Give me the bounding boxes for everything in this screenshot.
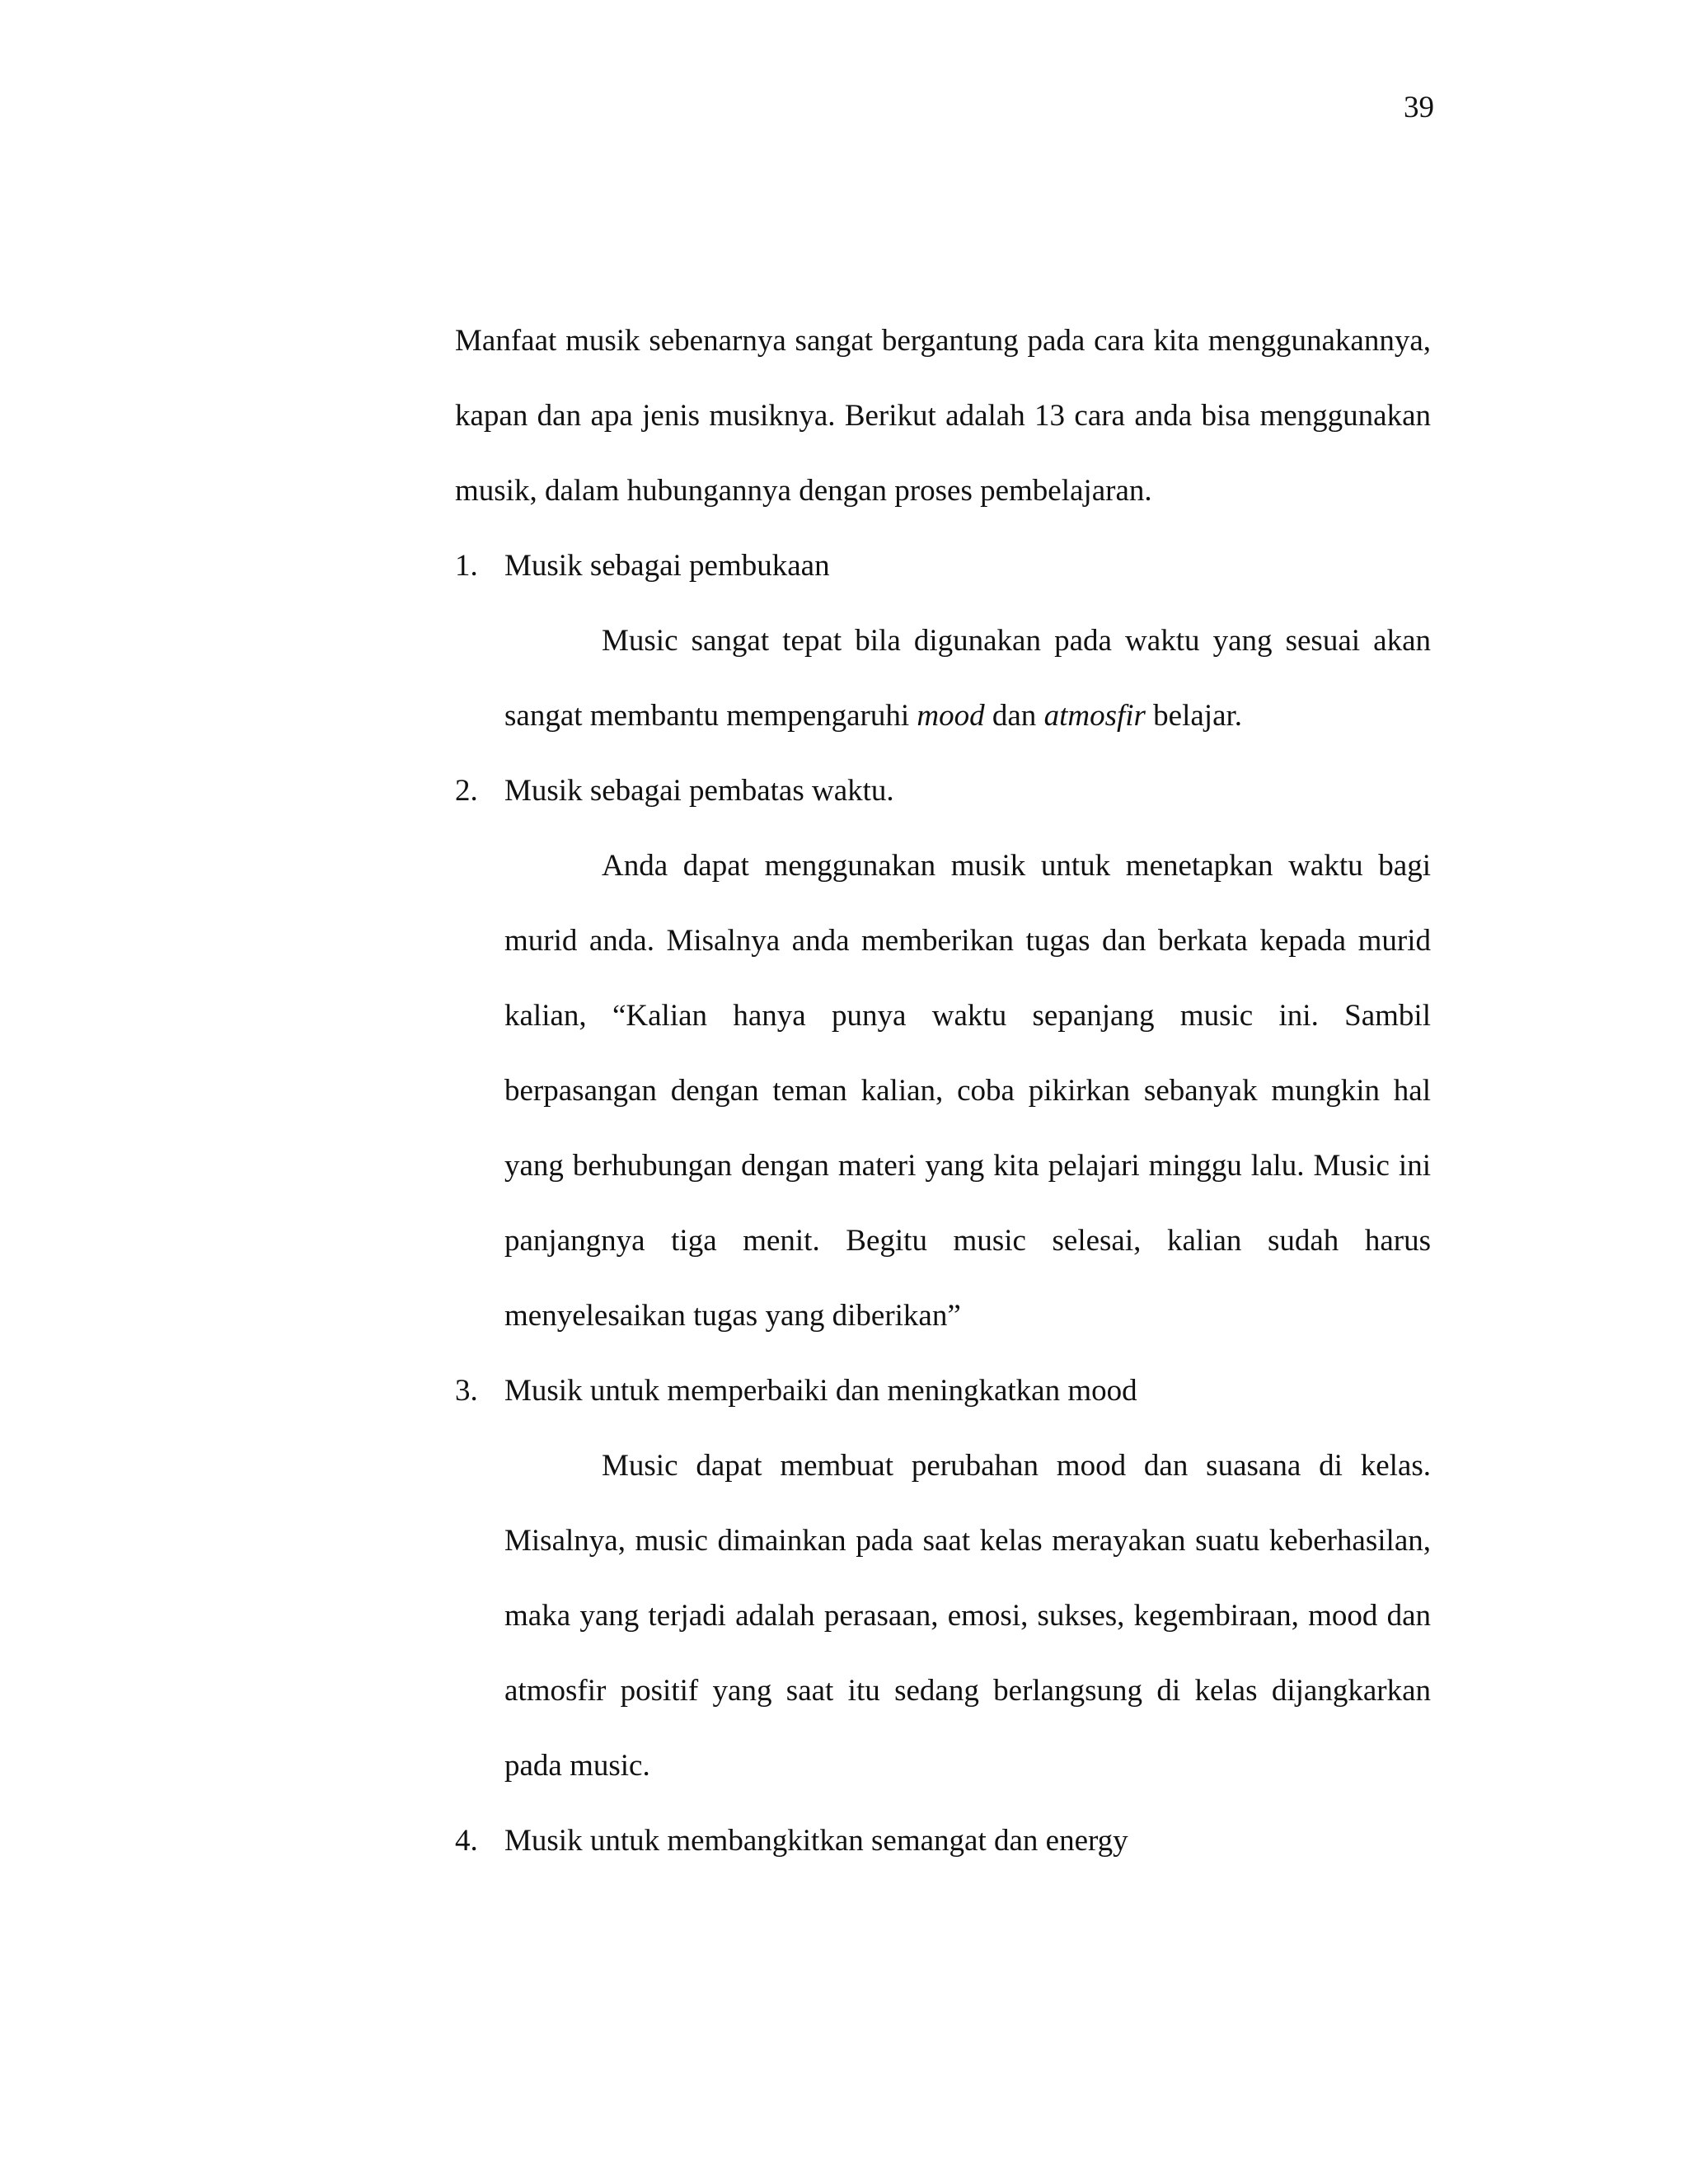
list-number: 3. bbox=[455, 1374, 478, 1408]
list-item-2-body: Anda dapat menggunakan musik untuk menetapkan waktu bagi murid anda. Misalnya anda memberikan tugas dan berkata kepada murid kalian, “Kalian hanya punya waktu sepanjang music ini. Sambil berpasangan dengan teman kalian, coba pikirkan sebanyak mungkin hal yang berhubungan dengan materi yang kita pelajari minggu lalu. Music ini panjangnya tiga menit. Begitu music selesai, kalian sudah harus menyelesaikan tugas yang diberikan” bbox=[504, 849, 1431, 1333]
list-item-2 bbox=[455, 753, 1431, 828]
list-number: 4. bbox=[455, 1824, 478, 1858]
page-number: 39 bbox=[1404, 91, 1434, 124]
list-number: 2. bbox=[455, 774, 478, 808]
list-item-3-body: Music dapat membuat perubahan mood dan suasana di kelas. Misalnya, music dimainkan pada saat kelas merayakan suatu keberhasilan, maka yang terjadi adalah perasaan, emosi, sukses, kegembiraan, mood dan atmosfir positif yang saat itu sedang berlangsung di kelas dijangkarkan pada music. bbox=[504, 1449, 1431, 1783]
body-text: dan bbox=[984, 699, 1044, 733]
list-number: 1. bbox=[455, 549, 478, 583]
body-text: belajar. bbox=[1145, 699, 1243, 733]
list-item-1-body bbox=[504, 603, 1431, 753]
body-text: Music sangat tepat bila digunakan pada waktu yang sesuai akan sangat membantu mempengaruhi bbox=[504, 624, 1431, 733]
list-title: Musik sebagai pembatas waktu. bbox=[504, 774, 894, 808]
italic-term-atmosfir: atmosfir bbox=[1043, 699, 1146, 733]
intro-paragraph: Manfaat musik sebenarnya sangat bergantung pada cara kita menggunakannya, kapan dan apa jenis musiknya. Berikut adalah 13 cara anda bisa menggunakan musik, dalam hubungannya dengan proses pembelajaran. bbox=[455, 324, 1431, 508]
italic-term-mood: mood bbox=[917, 699, 985, 733]
list-item-3 bbox=[455, 1353, 1431, 1428]
list-title: Musik sebagai pembukaan bbox=[504, 549, 830, 583]
list-title: Musik untuk membangkitkan semangat dan energy bbox=[504, 1824, 1128, 1858]
list-item-4 bbox=[455, 1803, 1431, 1878]
document-body bbox=[455, 303, 1431, 1878]
list-item-1 bbox=[455, 528, 1431, 603]
list-title: Musik untuk memperbaiki dan meningkatkan mood bbox=[504, 1374, 1137, 1408]
